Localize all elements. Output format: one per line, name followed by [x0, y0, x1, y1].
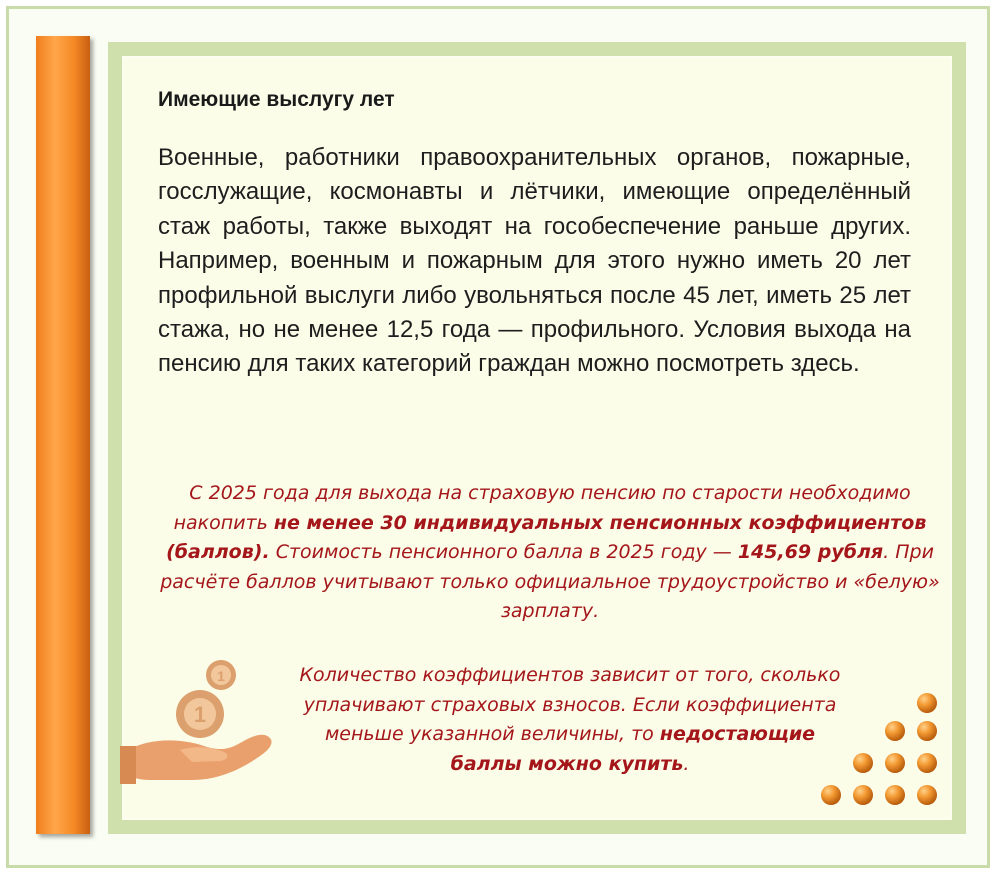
- coin-pyramid-decoration: [810, 690, 960, 820]
- highlight-bold-requirement: не менее 30 индивидуальных пенсионных коэффициентов (баллов).: [166, 511, 927, 563]
- section-title: Имеющие выслугу лет: [158, 88, 395, 111]
- note-bold-buy-points: недостающие баллы можно купить: [450, 723, 816, 775]
- coefficient-note: [290, 661, 850, 779]
- coin-small-label: 1: [217, 668, 225, 684]
- coin-large: [176, 690, 224, 738]
- highlight-bold-price: 145,69 рубля: [737, 541, 884, 563]
- note-text-1: Количество коэффициентов зависит от того, сколько уплачивают страховых взносов. Если коэффициента меньше указанной величины, то: [299, 664, 841, 745]
- coin-small: [206, 660, 236, 690]
- orange-accent-bar: [36, 36, 90, 834]
- highlight-notice: [150, 479, 950, 627]
- note-text-2: .: [683, 752, 690, 775]
- coin-row-1: [917, 693, 937, 713]
- coin-row-4: [821, 785, 937, 805]
- highlight-text-3: . При расчёте баллов учитывают только официальное трудоустройство и «белую» зарплату.: [160, 541, 940, 622]
- coin-row-2: [885, 721, 937, 741]
- hand-icon: [120, 735, 272, 784]
- section-body: Военные, работники правоохранительных органов, пожарные, госслужащие, космонавты и лётчики, имеющие определённый стаж работы, также выходят на гособеспечение раньше других. Например, военным и пожарным для этого нужно иметь 20 лет профильной выслуги либо увольняться после 45 лет, иметь 25 лет стажа, но не менее 12,5 года — профильного. Условия выхода на пенсию для таких категорий граждан можно посмотреть здесь.: [158, 144, 911, 378]
- coin-large-label: 1: [193, 702, 207, 727]
- highlight-text-1: С 2025 года для выхода на страховую пенсию по старости необходимо накопить: [173, 482, 911, 534]
- hand-with-coins-icon: [120, 650, 280, 800]
- coin-row-3: [853, 753, 937, 773]
- highlight-text-2: Стоимость пенсионного балла в 2025 году —: [269, 541, 738, 563]
